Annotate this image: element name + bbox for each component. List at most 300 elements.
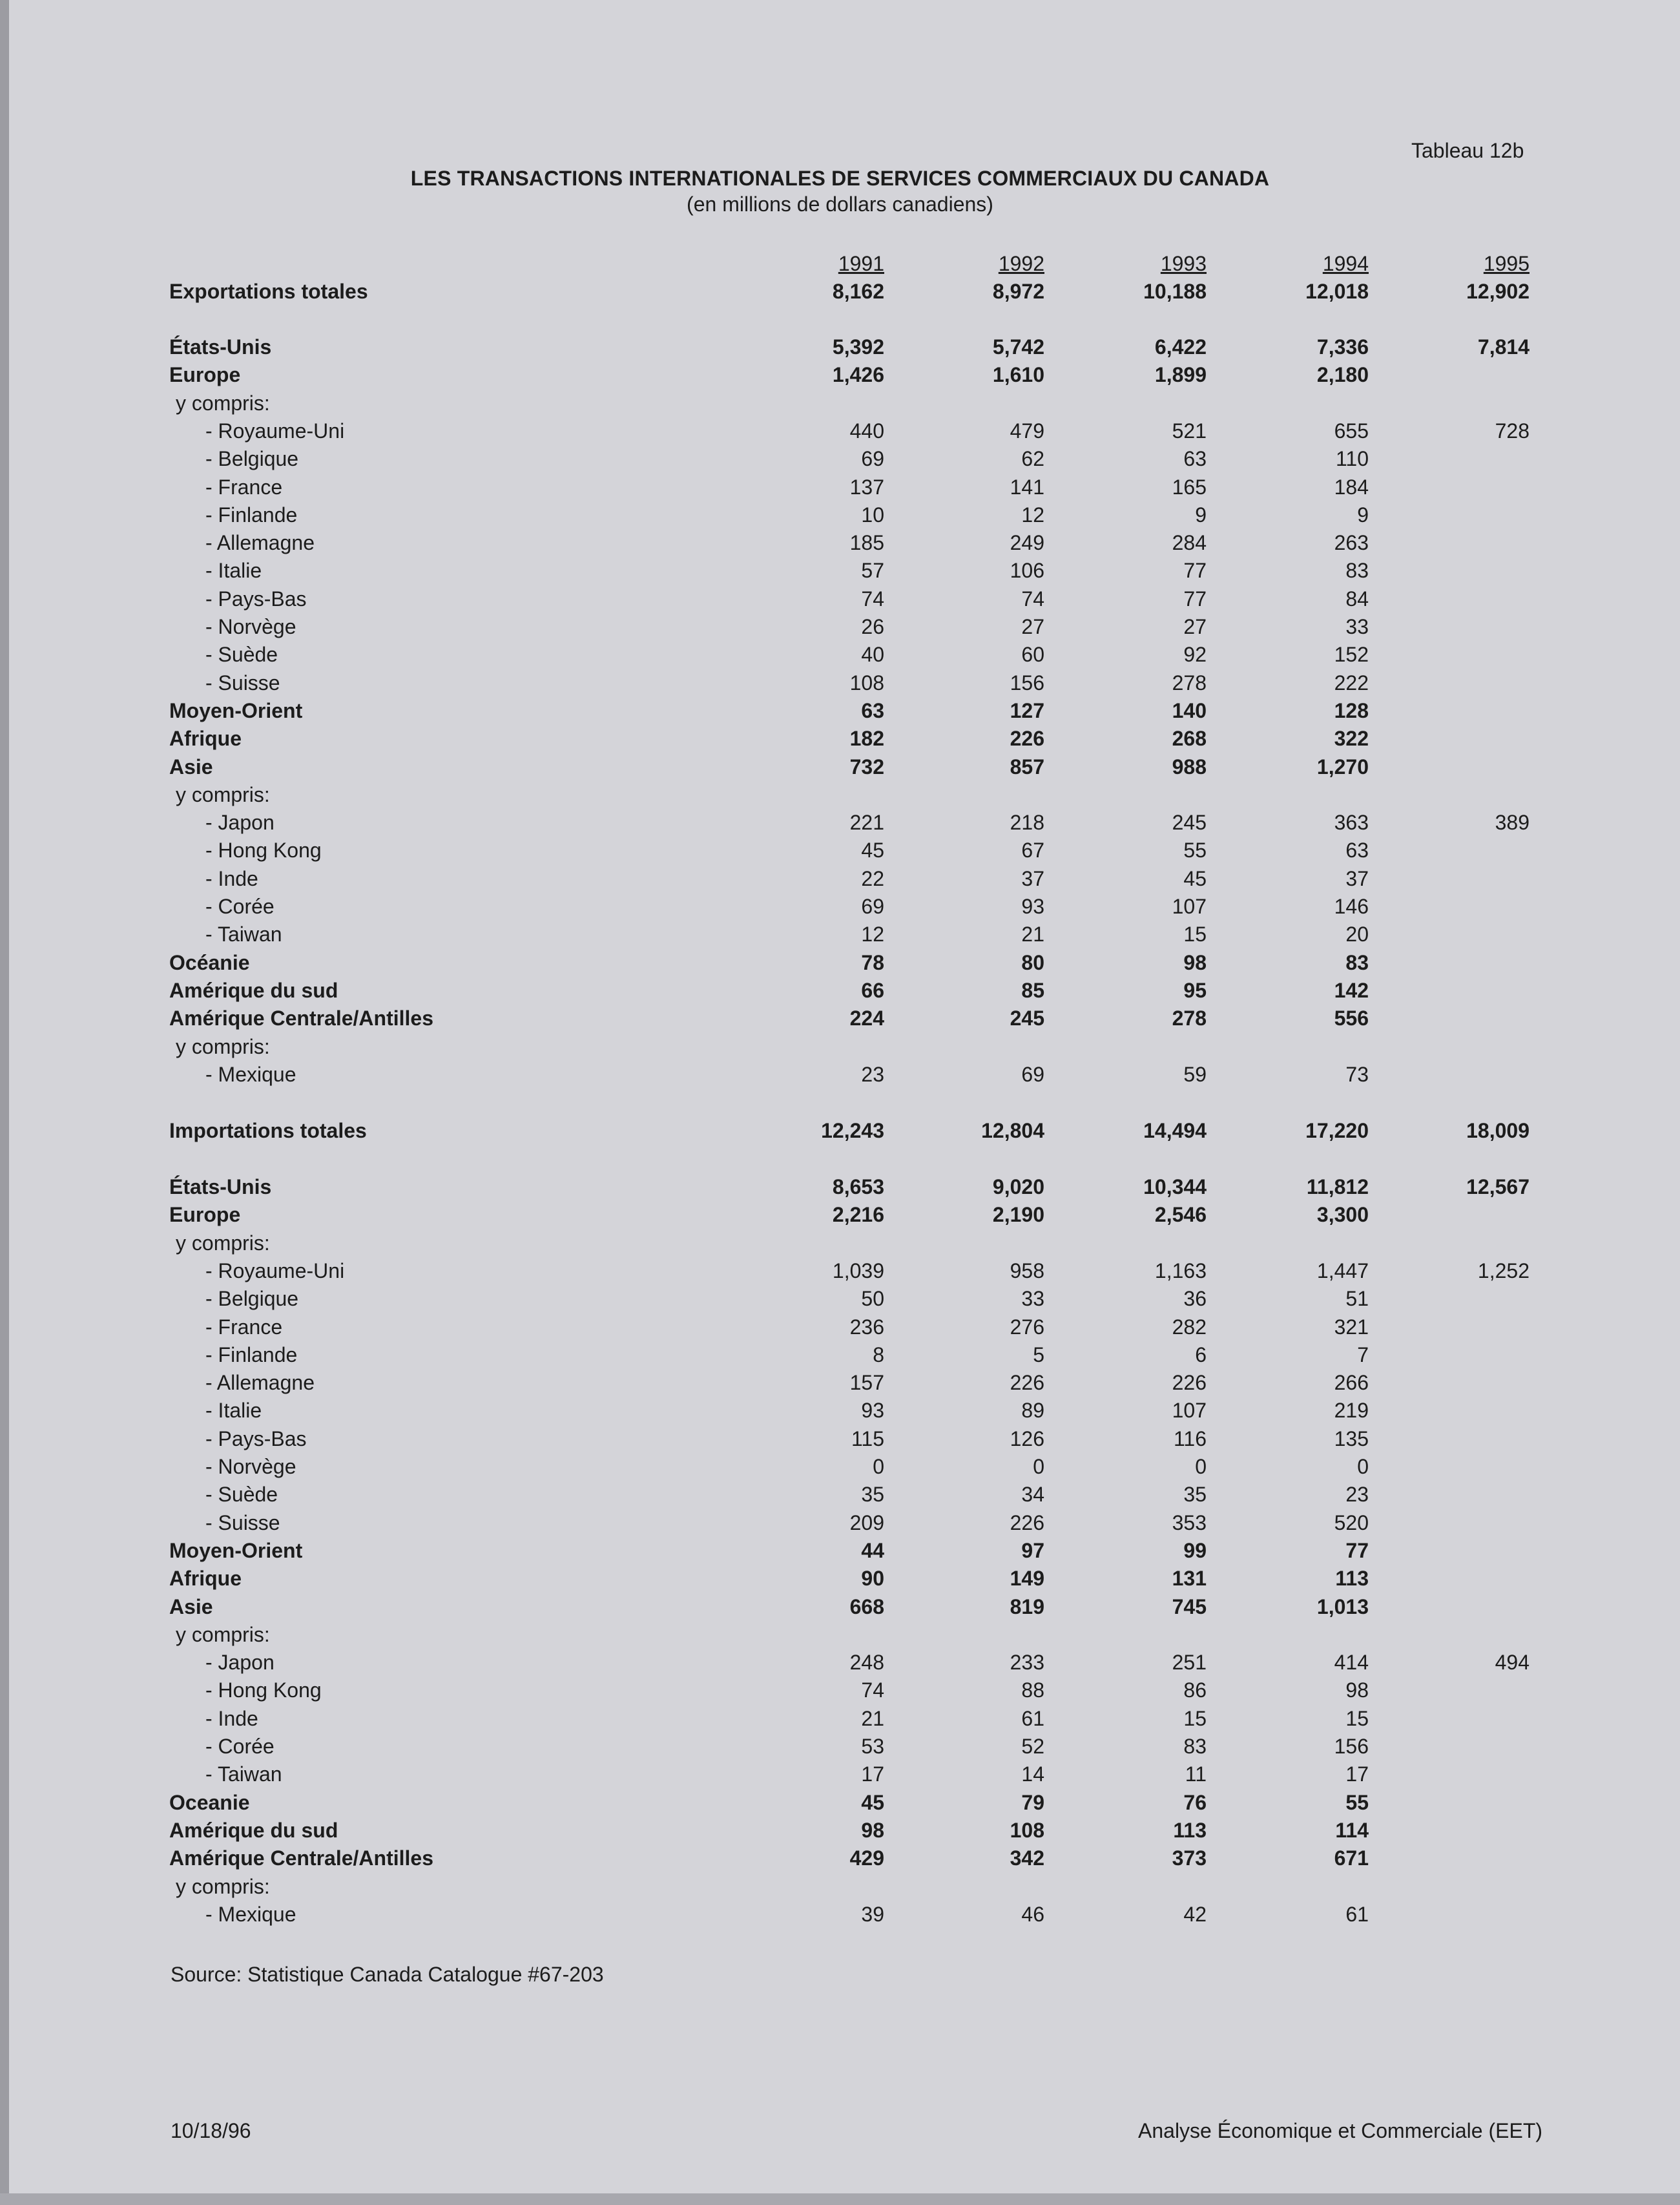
cell-value: 156 [1010,671,1044,695]
row-label: - Allemagne [205,1371,315,1395]
cell-value: 1995 [1483,252,1530,275]
cell-value: 33 [1021,1287,1044,1311]
table-row [0,1257,1680,1285]
cell-value: 988 [1172,755,1207,779]
cell-value: 8,162 [832,280,884,303]
cell-value: 353 [1172,1510,1207,1534]
cell-value: 224 [849,1007,884,1030]
table-row [0,893,1680,921]
cell-value: 83 [1183,1735,1207,1758]
row-label: - Finlande [205,503,298,527]
row-label: Afrique [169,1567,242,1591]
cell-value: 107 [1172,895,1207,918]
table-row [0,753,1680,781]
table-row [0,1481,1680,1509]
row-label: y compris: [176,391,270,415]
cell-value: 36 [1183,1287,1207,1311]
cell-value: 5 [1033,1343,1044,1366]
cell-value: 77 [1345,1538,1369,1562]
cell-value: 342 [1010,1846,1044,1870]
cell-value: 55 [1345,1790,1369,1814]
cell-value: 107 [1172,1399,1207,1423]
cell-value: 479 [1010,419,1044,443]
cell-value: 1,039 [832,1259,884,1282]
cell-value: 90 [861,1567,884,1591]
cell-value: 23 [861,1062,884,1086]
cell-value: 89 [1021,1399,1044,1423]
table-row [0,1285,1680,1313]
cell-value: 222 [1334,671,1369,695]
cell-value: 2,546 [1154,1203,1207,1227]
source-note: Source: Statistique Canada Catalogue #67-203 [171,1963,604,1986]
cell-value: 110 [1335,447,1369,471]
cell-value: 373 [1172,1846,1207,1870]
cell-value: 5,742 [992,335,1044,359]
cell-value: 1,013 [1316,1594,1369,1618]
cell-value: 245 [1172,811,1207,835]
cell-value: 69 [1021,1062,1044,1086]
cell-value: 108 [849,671,884,695]
cell-value: 363 [1334,811,1369,835]
cell-value: 45 [861,839,884,862]
cell-value: 12,902 [1466,280,1530,303]
cell-value: 233 [1010,1651,1044,1675]
cell-value: 42 [1183,1902,1207,1926]
cell-value: 76 [1183,1790,1207,1814]
cell-value: 184 [1334,475,1369,499]
footer-organization: Analyse Économique et Commerciale (EET) [1138,2119,1543,2142]
cell-value: 67 [1021,839,1044,862]
row-label: Amérique du sud [169,1818,338,1842]
cell-value: 0 [873,1455,884,1478]
cell-value: 40 [861,643,884,667]
table-row [0,837,1680,864]
cell-value: 12,018 [1305,280,1369,303]
table-row [0,474,1680,501]
table-row [0,1453,1680,1481]
row-label: - France [205,1315,283,1339]
cell-value: 671 [1334,1846,1369,1870]
cell-value: 182 [849,727,884,751]
table-row [0,1341,1680,1369]
cell-value: 37 [1345,866,1369,890]
cell-value: 276 [1010,1315,1044,1339]
cell-value: 745 [1172,1594,1207,1618]
footer-date: 10/18/96 [171,2119,251,2142]
table-row [0,725,1680,753]
table-row [0,1817,1680,1844]
cell-value: 34 [1021,1483,1044,1507]
cell-value: 10,344 [1143,1175,1207,1198]
table-row [0,921,1680,948]
cell-value: 50 [861,1287,884,1311]
subheader-row [0,1873,1680,1901]
cell-value: 221 [849,811,884,835]
cell-value: 52 [1021,1735,1044,1758]
row-label: - Mexique [205,1902,296,1926]
row-label: - Italie [205,559,262,583]
cell-value: 17 [1345,1762,1369,1786]
table-id: Tableau 12b [1411,139,1524,162]
table-row [0,1789,1680,1817]
cell-value: 63 [1345,839,1369,862]
row-label: Amérique Centrale/Antilles [169,1007,433,1030]
cell-value: 9,020 [992,1175,1044,1198]
table-row [0,529,1680,557]
cell-value: 63 [1183,447,1207,471]
cell-value: 219 [1334,1399,1369,1423]
cell-value: 11 [1185,1762,1207,1786]
cell-value: 131 [1172,1567,1207,1591]
row-label: - Allemagne [205,531,315,555]
cell-value: 15 [1183,1706,1207,1730]
cell-value: 165 [1172,475,1207,499]
row-label: Asie [169,755,213,779]
cell-value: 556 [1334,1007,1369,1030]
cell-value: 1,426 [832,363,884,387]
cell-value: 46 [1021,1902,1044,1926]
cell-value: 12,567 [1466,1175,1530,1198]
cell-value: 69 [861,447,884,471]
total-row [0,278,1680,306]
cell-value: 140 [1172,698,1207,722]
cell-value: 61 [1021,1706,1044,1730]
row-label: - Corée [205,1735,275,1758]
table-row [0,1537,1680,1565]
table-row [0,1201,1680,1229]
cell-value: 8 [873,1343,884,1366]
cell-value: 12 [1021,503,1044,527]
page-title: LES TRANSACTIONS INTERNATIONALES DE SERVICES COMMERCIAUX DU CANADA [410,167,1270,190]
cell-value: 137 [849,475,884,499]
cell-value: 1993 [1160,252,1207,275]
cell-value: 17 [861,1762,884,1786]
cell-value: 21 [1021,923,1044,946]
cell-value: 15 [1345,1706,1369,1730]
cell-value: 15 [1183,923,1207,946]
row-label: Amérique du sud [169,978,338,1002]
cell-value: 98 [1183,950,1207,974]
row-label: - Belgique [205,1287,299,1311]
cell-value: 93 [861,1399,884,1423]
row-label: - Italie [205,1399,262,1423]
row-label: Importations totales [169,1119,367,1142]
cell-value: 226 [1172,1371,1207,1395]
cell-value: 185 [849,531,884,555]
row-label: - Mexique [205,1062,296,1086]
cell-value: 0 [1357,1455,1369,1478]
cell-value: 251 [1172,1651,1207,1675]
cell-value: 226 [1010,1371,1044,1395]
row-label: États-Unis [169,1175,272,1198]
cell-value: 7,814 [1477,335,1530,359]
cell-value: 245 [1010,1007,1044,1030]
cell-value: 440 [849,419,884,443]
table-row [0,1901,1680,1928]
row-label: - Suède [205,643,278,667]
cell-value: 113 [1335,1567,1369,1591]
row-label: Afrique [169,727,242,751]
cell-value: 106 [1010,559,1044,583]
cell-value: 278 [1172,671,1207,695]
row-label: - Royaume-Uni [205,419,345,443]
cell-value: 152 [1334,643,1369,667]
cell-value: 321 [1334,1315,1369,1339]
row-label: - Japon [205,1651,275,1675]
cell-value: 60 [1021,643,1044,667]
subheader-row [0,390,1680,417]
cell-value: 39 [861,1902,884,1926]
cell-value: 5,392 [832,335,884,359]
cell-value: 7 [1357,1343,1369,1366]
table-row [0,1397,1680,1425]
cell-value: 728 [1495,419,1530,443]
cell-value: 20 [1345,923,1369,946]
cell-value: 77 [1183,559,1207,583]
table-row [0,1844,1680,1872]
table-row [0,809,1680,837]
cell-value: 126 [1010,1426,1044,1450]
cell-value: 2,216 [832,1203,884,1227]
cell-value: 429 [849,1846,884,1870]
subheader-row [0,1229,1680,1257]
row-label: - Belgique [205,447,299,471]
table-row [0,697,1680,725]
row-label: - Corée [205,895,275,918]
cell-value: 97 [1021,1538,1044,1562]
row-label: - Finlande [205,1343,298,1366]
cell-value: 1,899 [1154,363,1207,387]
row-label: - Norvège [205,1455,296,1478]
cell-value: 45 [861,1790,884,1814]
cell-value: 95 [1183,978,1207,1002]
row-label: - Royaume-Uni [205,1259,345,1282]
cell-value: 494 [1495,1651,1530,1675]
cell-value: 22 [861,866,884,890]
row-label: y compris: [176,1231,270,1255]
cell-value: 218 [1010,811,1044,835]
cell-value: 8,653 [832,1175,884,1198]
cell-value: 268 [1172,727,1207,751]
cell-value: 266 [1334,1371,1369,1395]
cell-value: 6 [1195,1343,1207,1366]
row-label: États-Unis [169,335,272,359]
cell-value: 74 [861,1678,884,1702]
row-label: Océanie [169,950,250,974]
cell-value: 142 [1334,978,1369,1002]
table-row [0,977,1680,1005]
cell-value: 0 [1033,1455,1044,1478]
cell-value: 62 [1021,447,1044,471]
cell-value: 74 [1021,587,1044,611]
cell-value: 1,270 [1316,755,1369,779]
cell-value: 12,243 [821,1119,884,1142]
row-label: Moyen-Orient [169,1538,303,1562]
row-label: - Taiwan [205,923,282,946]
row-label: Oceanie [169,1790,250,1814]
cell-value: 1,163 [1154,1259,1207,1282]
table-row [0,1005,1680,1032]
table-row [0,641,1680,669]
cell-value: 14,494 [1143,1119,1207,1142]
cell-value: 83 [1345,559,1369,583]
cell-value: 857 [1010,755,1044,779]
subheader-row [0,1621,1680,1649]
cell-value: 226 [1010,727,1044,751]
cell-value: 92 [1183,643,1207,667]
table-row [0,585,1680,613]
table-row [0,865,1680,893]
row-label: Moyen-Orient [169,698,303,722]
cell-value: 99 [1183,1538,1207,1562]
cell-value: 1994 [1322,252,1369,275]
cell-value: 322 [1334,727,1369,751]
cell-value: 61 [1345,1902,1369,1926]
cell-value: 27 [1183,615,1207,638]
year-header-row [0,250,1680,278]
cell-value: 6,422 [1154,335,1207,359]
cell-value: 79 [1021,1790,1044,1814]
cell-value: 114 [1335,1818,1369,1842]
cell-value: 12,804 [981,1119,1044,1142]
row-label: - Pays-Bas [205,1426,307,1450]
cell-value: 9 [1357,503,1369,527]
table-row [0,361,1680,389]
table-row [0,333,1680,361]
cell-value: 668 [849,1594,884,1618]
table-row [0,1565,1680,1593]
cell-value: 55 [1183,839,1207,862]
table-row [0,1425,1680,1453]
cell-value: 156 [1334,1735,1369,1758]
cell-value: 18,009 [1466,1119,1530,1142]
cell-value: 209 [849,1510,884,1534]
cell-value: 3,300 [1316,1203,1369,1227]
cell-value: 26 [861,615,884,638]
cell-value: 149 [1010,1567,1044,1591]
cell-value: 146 [1334,895,1369,918]
cell-value: 83 [1345,950,1369,974]
table-row [0,1733,1680,1761]
table-row [0,417,1680,445]
cell-value: 8,972 [992,280,1044,303]
cell-value: 98 [1345,1678,1369,1702]
cell-value: 85 [1021,978,1044,1002]
cell-value: 77 [1183,587,1207,611]
cell-value: 249 [1010,531,1044,555]
table-row [0,1173,1680,1201]
cell-value: 135 [1334,1426,1369,1450]
row-label: - Norvège [205,615,296,638]
cell-value: 21 [861,1706,884,1730]
cell-value: 74 [861,587,884,611]
cell-value: 2,190 [992,1203,1044,1227]
cell-value: 80 [1021,950,1044,974]
cell-value: 819 [1010,1594,1044,1618]
cell-value: 10,188 [1143,280,1207,303]
row-label: - Japon [205,811,275,835]
cell-value: 69 [861,895,884,918]
row-label: - Hong Kong [205,839,322,862]
table-row [0,501,1680,529]
cell-value: 414 [1334,1651,1369,1675]
cell-value: 278 [1172,1007,1207,1030]
cell-value: 78 [861,950,884,974]
cell-value: 7,336 [1316,335,1369,359]
cell-value: 10 [861,503,884,527]
cell-value: 35 [1183,1483,1207,1507]
cell-value: 1992 [998,252,1044,275]
cell-value: 37 [1021,866,1044,890]
cell-value: 59 [1183,1062,1207,1086]
table-row [0,1509,1680,1537]
cell-value: 115 [851,1426,884,1450]
row-label: Asie [169,1594,213,1618]
cell-value: 2,180 [1316,363,1369,387]
cell-value: 23 [1345,1483,1369,1507]
cell-value: 98 [861,1818,884,1842]
cell-value: 66 [861,978,884,1002]
cell-value: 33 [1345,615,1369,638]
cell-value: 1991 [838,252,884,275]
cell-value: 73 [1345,1062,1369,1086]
table-row [0,557,1680,585]
cell-value: 157 [849,1371,884,1395]
table-row [0,1649,1680,1677]
cell-value: 113 [1173,1818,1207,1842]
row-label: y compris: [176,782,270,806]
cell-value: 108 [1010,1818,1044,1842]
row-label: y compris: [176,1034,270,1058]
row-label: - Suisse [205,1510,280,1534]
cell-value: 389 [1495,811,1530,835]
row-label: - Inde [205,866,258,890]
cell-value: 263 [1334,531,1369,555]
cell-value: 51 [1345,1287,1369,1311]
table-row [0,1705,1680,1733]
table-row [0,1677,1680,1704]
cell-value: 14 [1021,1762,1044,1786]
cell-value: 63 [861,698,884,722]
cell-value: 236 [849,1315,884,1339]
cell-value: 226 [1010,1510,1044,1534]
cell-value: 53 [861,1735,884,1758]
cell-value: 44 [861,1538,884,1562]
table-row [0,1369,1680,1397]
cell-value: 88 [1021,1678,1044,1702]
table-row [0,613,1680,641]
cell-value: 141 [1010,475,1044,499]
row-label: - Taiwan [205,1762,282,1786]
row-label: Exportations totales [169,280,368,303]
cell-value: 57 [861,559,884,583]
table-row [0,445,1680,473]
table-row [0,1061,1680,1089]
cell-value: 17,220 [1305,1119,1369,1142]
cell-value: 1,252 [1477,1259,1530,1282]
cell-value: 284 [1172,531,1207,555]
total-row [0,1117,1680,1145]
row-label: - Pays-Bas [205,587,307,611]
cell-value: 93 [1021,895,1044,918]
row-label: Amérique Centrale/Antilles [169,1846,433,1870]
cell-value: 27 [1021,615,1044,638]
cell-value: 45 [1183,866,1207,890]
cell-value: 86 [1183,1678,1207,1702]
cell-value: 732 [849,755,884,779]
cell-value: 35 [861,1483,884,1507]
subheader-row [0,781,1680,809]
